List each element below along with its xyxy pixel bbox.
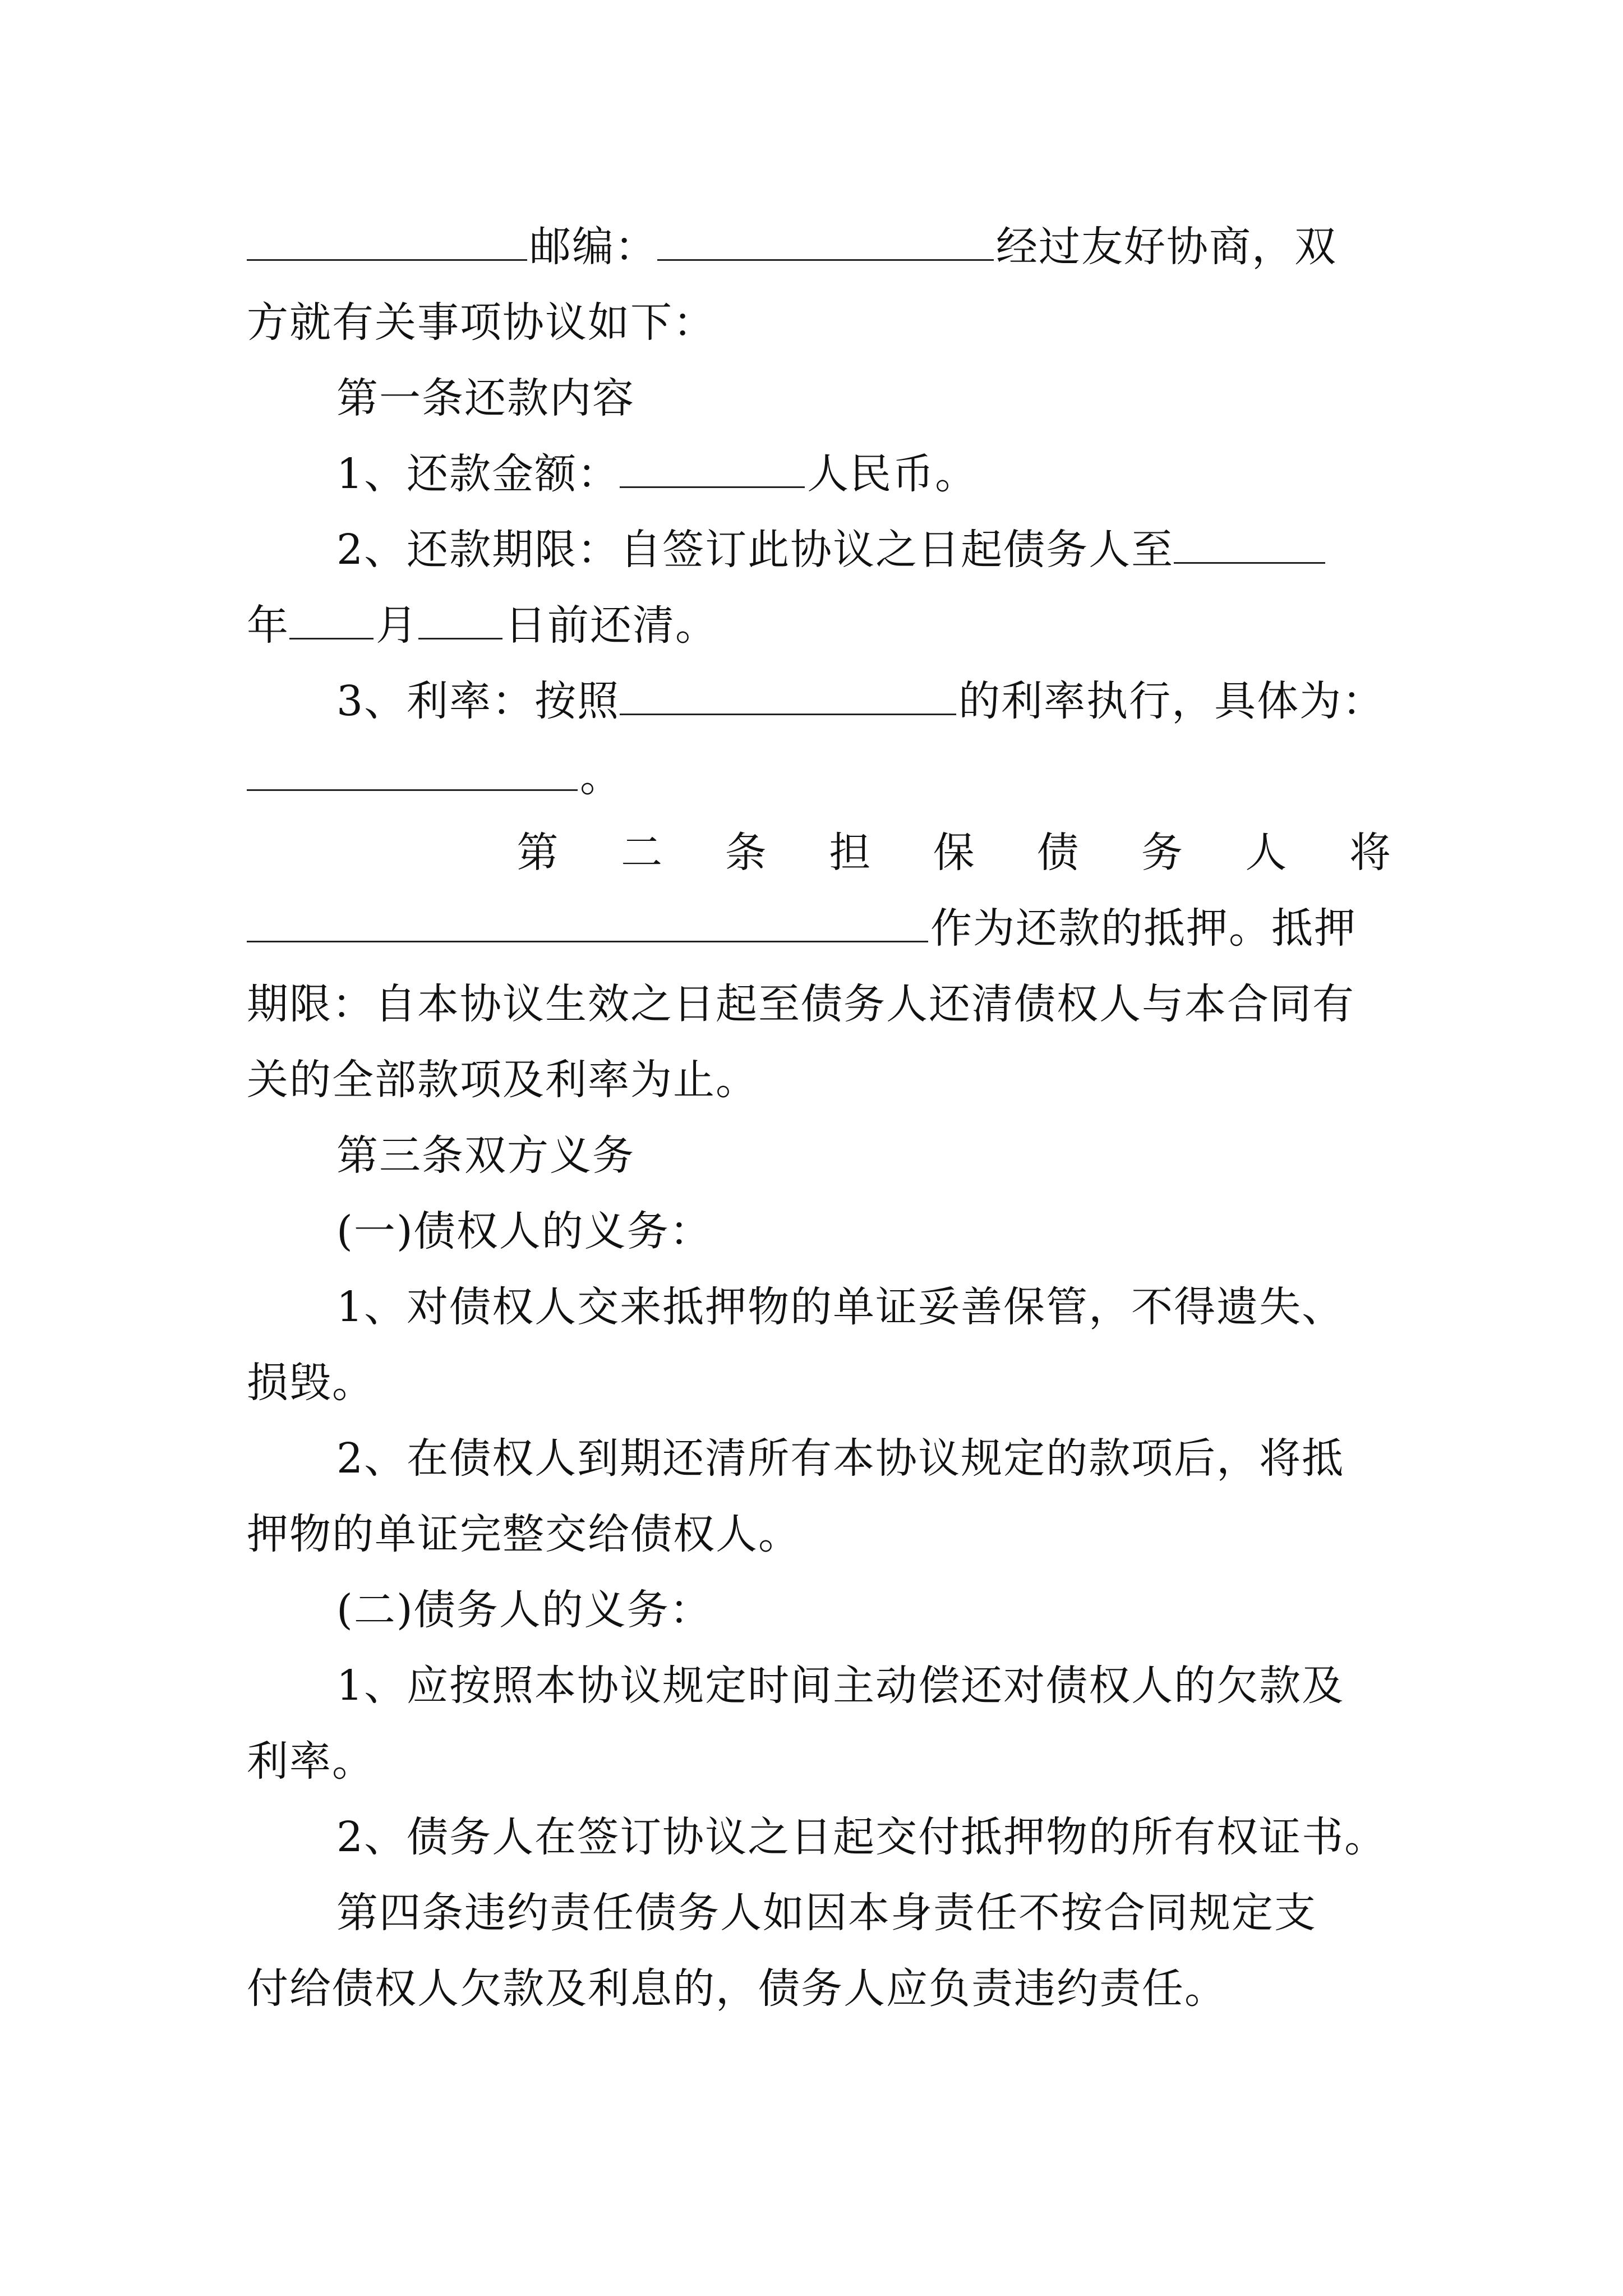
repay-term-label: 2、还款期限：自签订此协议之日起债务人至 [336,526,1174,574]
blank-interest-detail [247,754,578,791]
day-suffix: 日前还清。 [505,601,718,650]
article-2-line-3: 期限：自本协议生效之日起至债务人还清债权人与本合同有 [247,980,1355,1028]
debtor-duty-2: 2、债务人在签订协议之日起交付抵押物的所有权证书。 [336,1813,1387,1861]
blank-repay-amount [620,452,805,488]
collateral-text: 作为还款的抵押。抵押 [930,904,1357,953]
blank-address [247,224,527,261]
creditor-duty-1-cont: 损毁。 [247,1359,375,1407]
consult-text: 经过友好协商，双 [996,223,1337,271]
article-1-item-1 [336,435,1391,513]
article-4-line-1: 第四条违约责任债务人如因本身责任不按合同规定支 [336,1889,1317,1937]
art2-char: 条 [725,829,767,877]
art2-char: 第 [517,829,559,877]
art2-char: 将 [1349,829,1391,877]
article-2-line-2 [247,889,1391,968]
art2-char: 担 [829,829,871,877]
art2-char: 人 [1245,829,1287,877]
article-3-title: 第三条双方义务 [336,1131,635,1180]
blank-month-value [289,603,374,639]
creditor-duty-2: 2、在债权人到期还清所有本协议规定的款项后，将抵 [336,1434,1345,1483]
art2-char: 保 [933,829,975,877]
article-2-line-4: 关的全部款项及利率为止。 [247,1056,758,1104]
blank-year-value [1174,527,1325,564]
debtor-duty-1: 1、应按照本协议规定时间主动偿还对债权人的欠款及 [336,1662,1345,1710]
article-4-line-2: 付给债权人欠款及利息的，债务人应负责违约责任。 [247,1964,1227,2013]
art2-char: 二 [621,829,663,877]
article-1-item-2-cont [247,586,1391,665]
article-1-item-2 [336,510,1391,589]
blank-day-value [418,603,502,639]
leading-space [336,813,454,892]
article-1-title: 第一条还款内容 [336,374,635,422]
article-1-item-3-cont [247,738,1391,816]
blank-collateral [247,906,928,942]
creditor-duties-heading: (一)债权人的义务： [336,1207,712,1255]
year-label: 年 [247,601,289,650]
currency-text: 人民币。 [807,450,978,498]
blank-postcode [657,224,994,261]
interest-label: 3、利率：按照 [336,677,620,725]
art2-char: 债 [1037,829,1079,877]
interest-mid: 的利率执行，具体为： [958,677,1385,725]
debtor-duty-1-cont: 利率。 [247,1737,375,1786]
art2-char: 务 [1141,829,1183,877]
creditor-duty-2-cont: 押物的单证完整交给债权人。 [247,1510,801,1558]
article-2-title-row [336,813,1391,892]
interest-end: 。 [580,753,623,801]
blank-interest-basis [620,679,956,715]
postcode-label: 邮编： [529,223,657,271]
line-agreement-intro: 方就有关事项协议如下： [247,298,716,347]
month-label: 月 [376,601,418,650]
debtor-duties-heading: (二)债务人的义务： [336,1586,712,1634]
creditor-duty-1: 1、对债权人交来抵押物的单证妥善保管，不得遗失、 [336,1283,1345,1331]
article-1-item-3 [336,662,1391,740]
repay-amount-label: 1、还款金额： [336,450,620,498]
line-postcode [247,208,1391,286]
